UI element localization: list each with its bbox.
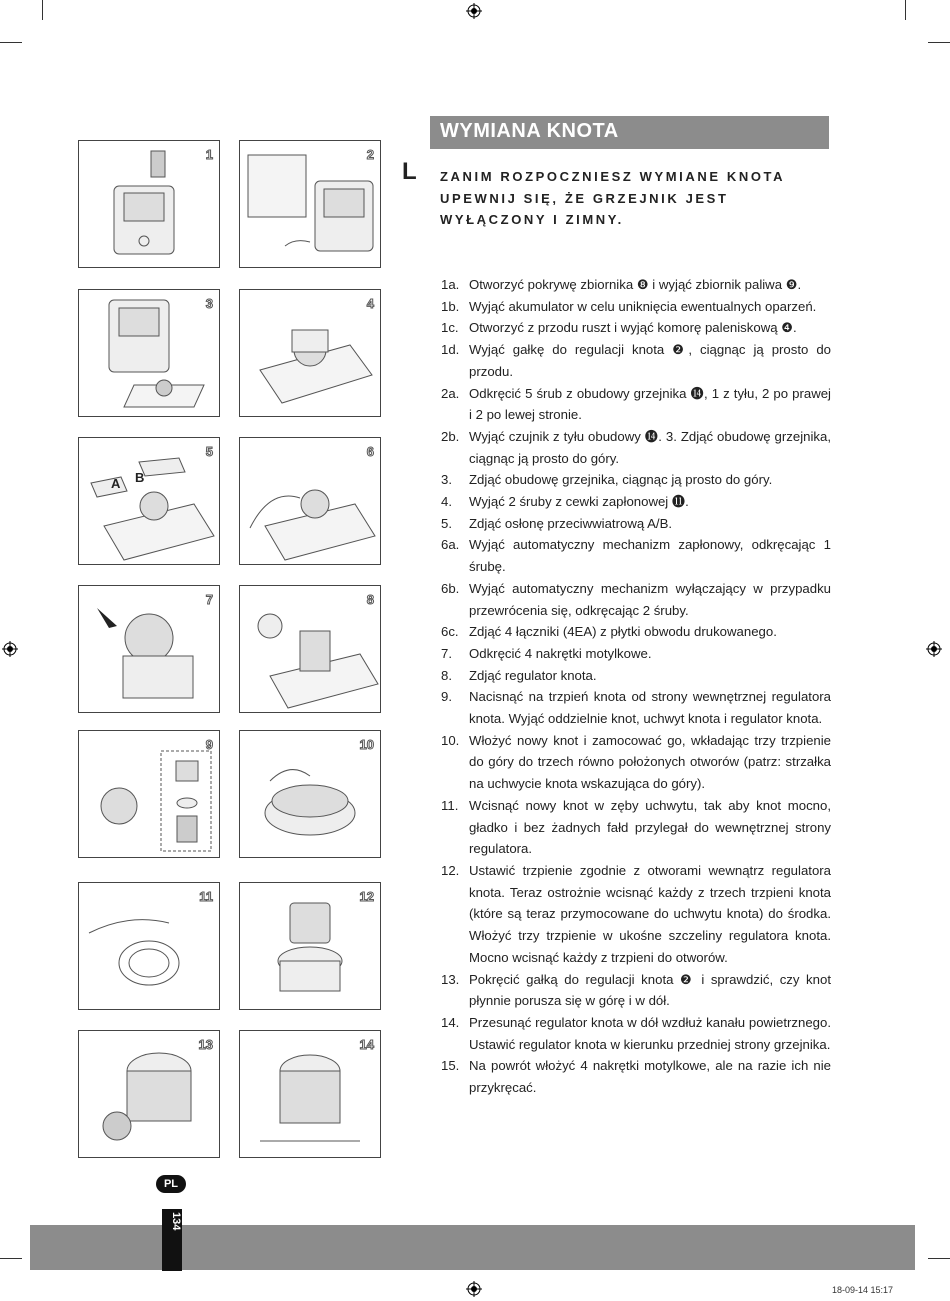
figure-number: 13 bbox=[198, 1037, 213, 1052]
step-text: Wyjąć gałkę do regulacji knota ❷, ciągnąc ją prosto do przodu. bbox=[469, 342, 831, 379]
list-item bbox=[441, 296, 831, 318]
step-text: Na powrót włożyć 4 nakrętki motylkowe, ale na razie ich nie przykręcać. bbox=[469, 1058, 831, 1096]
step-text: Zdjąć obudowę grzejnika, ciągnąc ją prosto do góry. bbox=[469, 472, 773, 488]
figure-10 bbox=[239, 730, 381, 858]
figure-1 bbox=[78, 140, 220, 268]
list-item bbox=[441, 491, 831, 513]
registration-mark-icon bbox=[466, 1281, 482, 1297]
section-letter: L bbox=[402, 158, 417, 185]
list-item bbox=[441, 665, 831, 687]
step-text: Przesunąć regulator knota w dół wzdłuż kanału powietrznego. Ustawić regulator knota w kierunku przedniej strony grzejnika. bbox=[469, 1014, 831, 1052]
step-text: Zdjąć 4 łączniki (4EA) z płytki obwodu drukowanego. bbox=[469, 624, 777, 640]
list-item bbox=[441, 383, 831, 426]
registration-mark-icon bbox=[2, 641, 18, 657]
list-item bbox=[441, 643, 831, 665]
figure-number: 10 bbox=[359, 737, 374, 752]
list-item bbox=[441, 469, 831, 491]
list-item bbox=[441, 534, 831, 577]
step-number: 1b. bbox=[441, 298, 460, 314]
step-number: 2a. bbox=[441, 385, 460, 401]
step-number: 10. bbox=[441, 732, 460, 748]
step-text: Nacisnąć na trzpień knota od strony wewnętrznej regulatora knota. Wyjąć oddzielnie knot, uchwyt knota i regulator knota. bbox=[469, 689, 831, 727]
crop-mark bbox=[905, 0, 906, 20]
figure-6 bbox=[239, 437, 381, 565]
wing-nuts-illustration-icon bbox=[79, 586, 219, 712]
instruction-list bbox=[441, 274, 831, 1099]
burner-base-illustration-icon bbox=[240, 290, 380, 416]
list-item bbox=[441, 969, 831, 1012]
step-number: 9. bbox=[441, 689, 452, 705]
registration-mark-icon bbox=[926, 641, 942, 657]
figure-8 bbox=[239, 585, 381, 713]
label-a: A bbox=[111, 476, 121, 491]
step-number: 5. bbox=[441, 515, 452, 531]
figure-7 bbox=[78, 585, 220, 713]
step-number: 3. bbox=[441, 472, 452, 488]
crop-mark bbox=[0, 42, 22, 43]
figure-number: 3 bbox=[205, 296, 213, 311]
step-number: 8. bbox=[441, 667, 452, 683]
figure-number: 7 bbox=[205, 592, 213, 607]
figure-number: 9 bbox=[205, 737, 213, 752]
heater-illustration-icon bbox=[79, 141, 219, 267]
safety-warning: ZANIM ROZPOCZNIESZ WYMIANE KNOTA UPEWNIJ SIĘ, ŻE GRZEJNIK JEST WYŁĄCZONY I ZIMNY. bbox=[440, 169, 785, 227]
figure-4 bbox=[239, 289, 381, 417]
step-number: 2b. bbox=[441, 428, 460, 444]
figure-number: 8 bbox=[366, 592, 374, 607]
windshield-illustration-icon bbox=[79, 438, 219, 564]
step-text: Zdjąć osłonę przeciwwiatrową A/B. bbox=[469, 515, 673, 531]
step-text: Otworzyć pokrywę zbiornika ❽ i wyjąć zbiornik paliwa ❾. bbox=[469, 277, 802, 292]
step-text: Pokręcić gałką do regulacji knota ❷ i sprawdzić, czy knot płynnie porusza się w górę i w dół. bbox=[469, 971, 831, 1009]
list-item bbox=[441, 730, 831, 795]
list-item bbox=[441, 339, 831, 382]
list-item bbox=[441, 860, 831, 969]
crop-mark bbox=[42, 0, 43, 20]
step-text: Ustawić trzpienie zgodnie z otworami wewnątrz regulatora knota. Teraz ostrożnie wcisnąć każdy z trzech trzpieni knota (które są teraz przymocowane do uchwytu knota) do środka. Włożyć trzy trzpienie w ukośne szczeliny regulatora knota. Mocno wcisnąć każdy z trzpieni do otworów. bbox=[469, 862, 831, 965]
list-item bbox=[441, 513, 831, 535]
figure-number: 12 bbox=[359, 889, 374, 904]
step-number: 6c. bbox=[441, 624, 459, 640]
step-number: 12. bbox=[441, 862, 460, 878]
step-text: Wcisnąć nowy knot w zęby uchwytu, tak aby knot mocno, gładko i bez żadnych fałd przylegał do wewnętrznej strony regulatora. bbox=[469, 797, 831, 857]
figure-5 bbox=[78, 437, 220, 565]
step-text: Odkręcić 5 śrub z obudowy grzejnika ⓮, 1 z tyłu, 2 po prawej i 2 po lewej stronie. bbox=[469, 385, 831, 423]
print-stamp: 18-09-14 15:17 bbox=[832, 1285, 894, 1295]
heater-grate-illustration-icon bbox=[79, 290, 219, 416]
step-number: 15. bbox=[441, 1058, 460, 1074]
figure-11 bbox=[78, 882, 220, 1010]
step-text: Wyjąć akumulator w celu uniknięcia ewentualnych oparzeń. bbox=[469, 298, 817, 314]
list-item bbox=[441, 426, 831, 469]
list-item bbox=[441, 578, 831, 621]
step-text: Wyjąć czujnik z tyłu obudowy ⓮. 3. Zdjąć obudowę grzejnika, ciągnąc ją prosto do góry. bbox=[469, 428, 831, 466]
page-number: 134 bbox=[170, 1212, 182, 1231]
label-b: B bbox=[135, 470, 145, 485]
list-item bbox=[441, 1055, 831, 1098]
crop-mark bbox=[928, 1258, 950, 1259]
step-number: 1a. bbox=[441, 277, 460, 292]
step-number: 1d. bbox=[441, 342, 460, 358]
list-item bbox=[441, 795, 831, 860]
figure-2 bbox=[239, 140, 381, 268]
step-number: 4. bbox=[441, 494, 452, 510]
list-item bbox=[441, 317, 831, 339]
igniter-illustration-icon bbox=[240, 438, 380, 564]
step-text: Wyjąć automatyczny mechanizm zapłonowy, odkręcając 1 śrubę. bbox=[469, 537, 831, 575]
step-text: Odkręcić 4 nakrętki motylkowe. bbox=[469, 645, 652, 661]
figure-12 bbox=[239, 882, 381, 1010]
wick-adjuster-illustration-icon bbox=[240, 586, 380, 712]
step-text: Otworzyć z przodu ruszt i wyjąć komorę paleniskową ❹. bbox=[469, 320, 797, 336]
list-item bbox=[441, 621, 831, 643]
list-item bbox=[441, 686, 831, 729]
figure-number: 4 bbox=[366, 296, 374, 311]
wick-removal-illustration-icon bbox=[79, 731, 219, 857]
figure-14 bbox=[239, 1030, 381, 1158]
wick-roll-illustration-icon bbox=[79, 883, 219, 1009]
step-text: Wyjąć automatyczny mechanizm wyłączający w przypadku przewrócenia się, odkręcając 2 śruby. bbox=[469, 580, 831, 618]
figure-number: 6 bbox=[366, 444, 374, 459]
figure-number: 5 bbox=[205, 444, 213, 459]
section-title-bar bbox=[430, 116, 829, 149]
registration-mark-icon bbox=[466, 3, 482, 19]
step-number: 13. bbox=[441, 971, 460, 987]
figure-number: 1 bbox=[205, 147, 213, 162]
step-number: 6b. bbox=[441, 580, 460, 596]
step-number: 11. bbox=[441, 797, 459, 813]
step-number: 14. bbox=[441, 1014, 460, 1030]
crop-mark bbox=[928, 42, 950, 43]
heater-battery-illustration-icon bbox=[240, 141, 380, 267]
page-title: WYMIANA KNOTA bbox=[440, 120, 619, 142]
language-badge: PL bbox=[156, 1175, 186, 1193]
figure-13 bbox=[78, 1030, 220, 1158]
step-text: Wyjąć 2 śruby z cewki zapłonowej ⓫. bbox=[469, 494, 689, 510]
step-text: Zdjąć regulator knota. bbox=[469, 667, 597, 683]
crop-mark bbox=[0, 1258, 22, 1259]
list-item bbox=[441, 274, 831, 296]
list-item bbox=[441, 1012, 831, 1055]
step-number: 1c. bbox=[441, 320, 459, 336]
step-number: 6a. bbox=[441, 537, 460, 553]
figure-number: 14 bbox=[359, 1037, 374, 1052]
figure-3 bbox=[78, 289, 220, 417]
figure-9 bbox=[78, 730, 220, 858]
figure-number: 2 bbox=[366, 147, 374, 162]
step-number: 7. bbox=[441, 645, 452, 661]
step-text: Włożyć nowy knot i zamocować go, wkładając trzy trzpienie do góry do trzech równo położonych otworów (patrz: strzałka na uchwycie knota wskazująca do góry). bbox=[469, 732, 831, 792]
figure-number: 11 bbox=[199, 889, 213, 904]
